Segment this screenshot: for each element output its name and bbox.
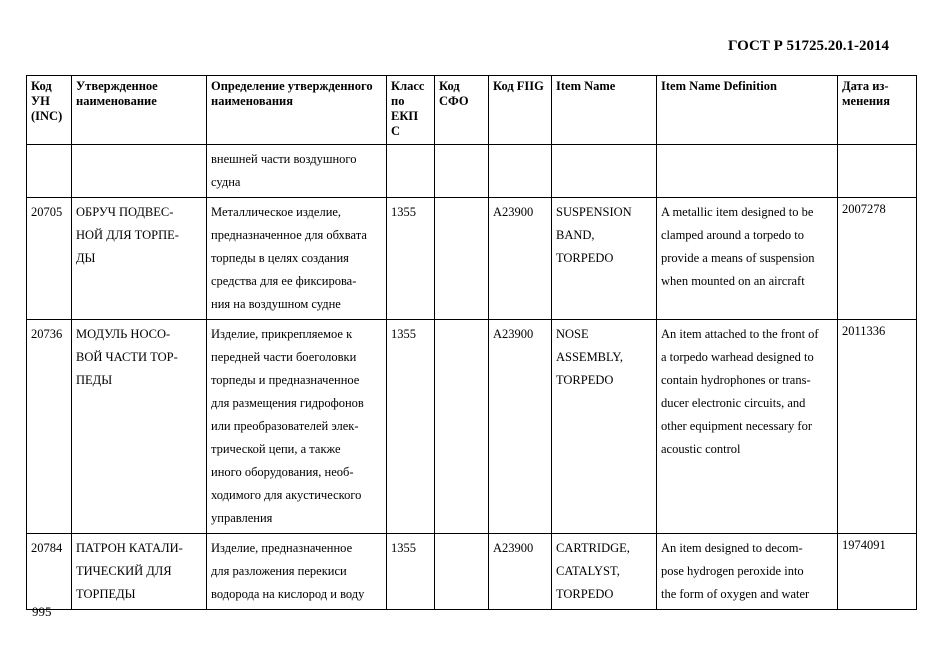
header-item-name-definition: Item Name Definition xyxy=(657,76,838,145)
cell-item-definition xyxy=(657,534,838,610)
item-name-line: BAND, xyxy=(556,228,595,242)
item-name-line: TORPEDO xyxy=(556,251,614,265)
header-definition: Определение утвержденного наименования xyxy=(207,76,387,145)
item-definition-line: other equipment necessary for xyxy=(661,419,812,433)
item-name-line: ASSEMBLY, xyxy=(556,350,623,364)
cell-class xyxy=(387,145,435,198)
item-definition-line: the form of oxygen and water xyxy=(661,587,810,601)
name-line: ПАТРОН КАТАЛИ- xyxy=(76,541,183,555)
cell-definition xyxy=(207,534,387,610)
cell-date: 2011336 xyxy=(838,320,917,534)
cell-definition xyxy=(207,320,387,534)
definition-line: или преобразователей элек- xyxy=(211,419,359,433)
cell-fiig: A23900 xyxy=(489,534,552,610)
cell-sfo xyxy=(435,320,489,534)
cell-item-definition xyxy=(657,320,838,534)
item-definition-line: provide a means of suspension xyxy=(661,251,815,265)
name-line: ПЕДЫ xyxy=(76,373,113,387)
header-inc: Код УН (INC) xyxy=(27,76,72,145)
table-row xyxy=(27,320,917,534)
header-class: Класс по ЕКП С xyxy=(387,76,435,145)
cell-item-definition xyxy=(657,198,838,320)
cell-item-name xyxy=(552,198,657,320)
definition-line: водорода на кислород и воду xyxy=(211,587,365,601)
item-name-line: SUSPENSION xyxy=(556,205,632,219)
name-line: ТОРПЕДЫ xyxy=(76,587,136,601)
page-number: 995 xyxy=(32,604,52,619)
header-fiig: Код FIIG xyxy=(489,76,552,145)
cell-class: 1355 xyxy=(387,534,435,610)
cell-sfo xyxy=(435,145,489,198)
item-definition-line: clamped around a torpedo to xyxy=(661,228,805,242)
cell-fiig xyxy=(489,145,552,198)
cell-item-name xyxy=(552,145,657,198)
definition-line: Изделие, предназначенное xyxy=(211,541,353,555)
header-approved-name: Утвержденное наименование xyxy=(72,76,207,145)
table-row xyxy=(27,198,917,320)
header-change-date: Дата из-менения xyxy=(838,76,917,145)
cell-class: 1355 xyxy=(387,198,435,320)
definition-line: Изделие, прикрепляемое к xyxy=(211,327,353,341)
definition-line: внешней части воздушного xyxy=(211,152,357,166)
item-definition-line: An item designed to decom- xyxy=(661,541,803,555)
item-name-line: CARTRIDGE, xyxy=(556,541,630,555)
cell-definition xyxy=(207,198,387,320)
header-row xyxy=(27,76,917,145)
cell-item-name xyxy=(552,320,657,534)
definition-line: передней части боеголовки xyxy=(211,350,357,364)
definition-line: торпеды в целях создания xyxy=(211,251,349,265)
definition-line: средства для ее фиксирова- xyxy=(211,274,357,288)
cell-class: 1355 xyxy=(387,320,435,534)
name-line: НОЙ ДЛЯ ТОРПЕ- xyxy=(76,228,179,242)
cell-inc: 20784 xyxy=(27,534,72,610)
cell-name xyxy=(72,534,207,610)
item-name-line: CATALYST, xyxy=(556,564,620,578)
item-name-line: NOSE xyxy=(556,327,589,341)
name-line: МОДУЛЬ НОСО- xyxy=(76,327,171,341)
definition-line: управления xyxy=(211,511,273,525)
cell-inc: 20736 xyxy=(27,320,72,534)
cell-date: 1974091 xyxy=(838,534,917,610)
cell-fiig: A23900 xyxy=(489,198,552,320)
item-name-line: TORPEDO xyxy=(556,587,614,601)
table-row xyxy=(27,534,917,610)
item-name-line: TORPEDO xyxy=(556,373,614,387)
item-definition-line: when mounted on an aircraft xyxy=(661,274,805,288)
cell-name xyxy=(72,198,207,320)
cell-name xyxy=(72,145,207,198)
cell-sfo xyxy=(435,198,489,320)
cell-definition xyxy=(207,145,387,198)
continuation-row xyxy=(27,145,917,198)
definition-line: для размещения гидрофонов xyxy=(211,396,364,410)
cell-inc xyxy=(27,145,72,198)
cell-item-definition xyxy=(657,145,838,198)
item-definition-line: ducer electronic circuits, and xyxy=(661,396,806,410)
document-code: ГОСТ Р 51725.20.1-2014 xyxy=(727,38,889,54)
definition-line: ния на воздушном судне xyxy=(211,297,341,311)
cell-sfo xyxy=(435,534,489,610)
name-line: ДЫ xyxy=(76,251,96,265)
item-definition-line: a torpedo warhead designed to xyxy=(661,350,814,364)
definition-line: трической цепи, а также xyxy=(211,442,341,456)
item-definition-line: contain hydrophones or trans- xyxy=(661,373,811,387)
cell-item-name xyxy=(552,534,657,610)
cell-fiig: A23900 xyxy=(489,320,552,534)
header-sfo: Код СФО xyxy=(435,76,489,145)
header-item-name: Item Name xyxy=(552,76,657,145)
cell-date xyxy=(838,145,917,198)
name-line: ОБРУЧ ПОДВЕС- xyxy=(76,205,174,219)
name-line: ВОЙ ЧАСТИ ТОР- xyxy=(76,350,178,364)
cell-name xyxy=(72,320,207,534)
item-definition-line: acoustic control xyxy=(661,442,741,456)
item-definition-line: pose hydrogen peroxide into xyxy=(661,564,804,578)
item-definition-line: An item attached to the front of xyxy=(661,327,819,341)
definition-line: предназначенное для обхвата xyxy=(211,228,367,242)
item-definition-line: A metallic item designed to be xyxy=(661,205,814,219)
definition-line: Металлическое изделие, xyxy=(211,205,342,219)
cell-inc: 20705 xyxy=(27,198,72,320)
name-line: ТИЧЕСКИЙ ДЛЯ xyxy=(76,564,172,578)
definition-line: торпеды и предназначенное xyxy=(211,373,360,387)
definition-line: судна xyxy=(211,175,241,189)
gost-table xyxy=(26,75,917,610)
cell-date: 2007278 xyxy=(838,198,917,320)
definition-line: ходимого для акустического xyxy=(211,488,362,502)
definition-line: иного оборудования, необ- xyxy=(211,465,354,479)
definition-line: для разложения перекиси xyxy=(211,564,347,578)
